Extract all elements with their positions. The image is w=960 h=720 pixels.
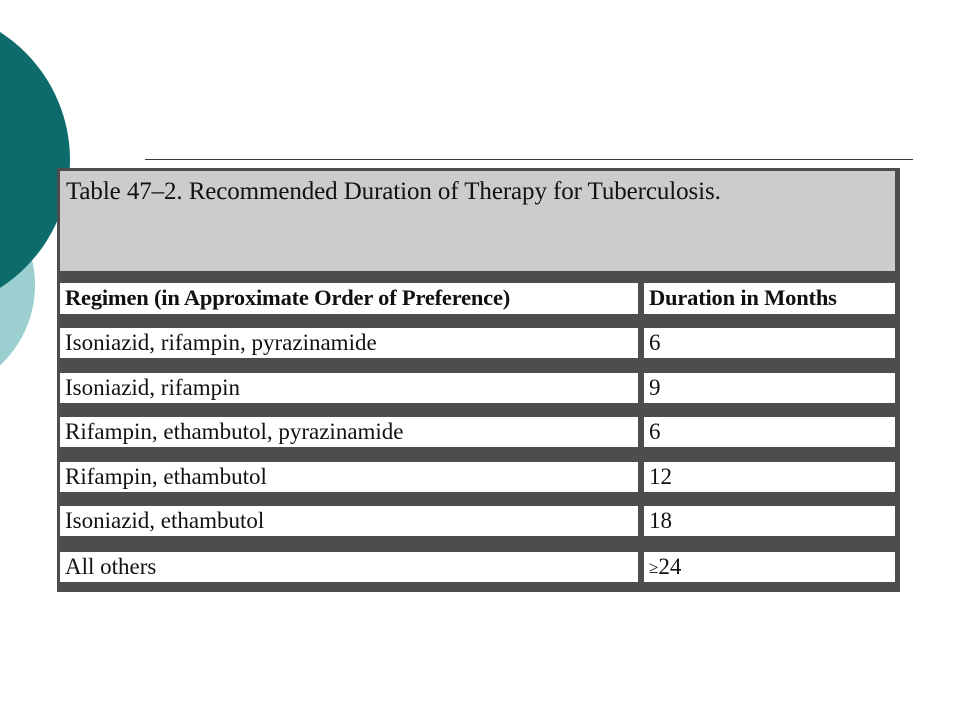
table-row-1-duration: 6	[644, 328, 895, 358]
table-row-4-duration: 12	[644, 462, 895, 492]
table-row-6-duration: 24	[658, 554, 682, 579]
table-caption: Table 47–2. Recommended Duration of Therapy for Tuberculosis.	[66, 178, 721, 205]
table-caption-box	[60, 171, 895, 271]
table-row-1-regimen: Isoniazid, rifampin, pyrazinamide	[60, 328, 638, 358]
table-row-4-regimen: Rifampin, ethambutol	[60, 462, 638, 492]
header-regimen: Regimen (in Approximate Order of Preference)	[60, 283, 638, 314]
table-row-2-duration: 9	[644, 373, 895, 403]
table-row-6-duration-cell	[644, 552, 895, 582]
table-row-3-duration: 6	[644, 417, 895, 447]
table-row-5-regimen: Isoniazid, ethambutol	[60, 506, 638, 536]
table-row-6-regimen: All others	[60, 552, 638, 582]
table-row-5-duration: 18	[644, 506, 895, 536]
header-duration: Duration in Months	[644, 283, 895, 314]
title-divider-line	[145, 159, 913, 160]
greater-equal-symbol: ≥	[649, 558, 659, 577]
table-row-3-regimen: Rifampin, ethambutol, pyrazinamide	[60, 417, 638, 447]
table-row-2-regimen: Isoniazid, rifampin	[60, 373, 638, 403]
therapy-duration-table	[57, 168, 900, 592]
